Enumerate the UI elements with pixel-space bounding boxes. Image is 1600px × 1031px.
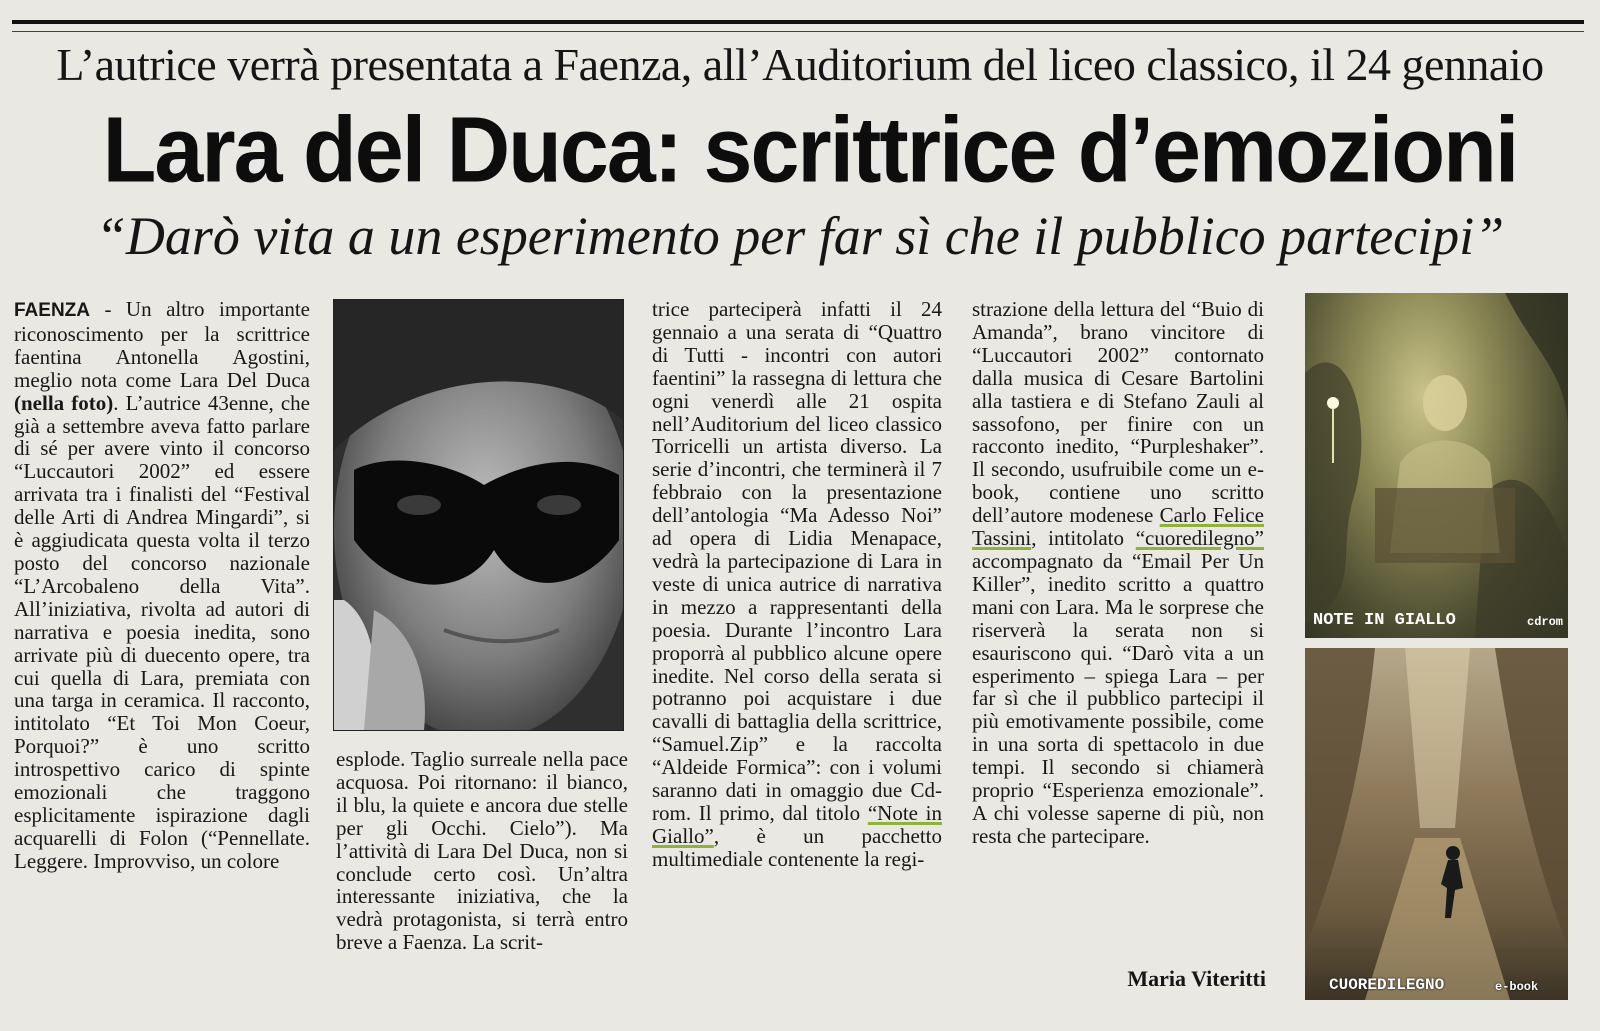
photo-reference: (nella foto) <box>14 390 114 415</box>
panel-label-cuoredilegno: CUOREDILEGNO <box>1329 976 1445 994</box>
ebook-cover-image <box>1305 648 1568 1000</box>
article-kicker: L’autrice verrà presentata a Faenza, all’Auditorium del liceo classico, il 24 gennaio <box>56 39 1544 90</box>
column-2-text: esplode. Taglio surreale nella pace acquosa. Poi ritornano: il bianco, il blu, la quiete e ancora due stelle per gli Occhi. Cielo”). Ma l’attività di Lara Del Duca, non si conclude certo così. Un’altra interessante iniziativa, che la vedrà protagonista, si terrà entro breve a Faenza. La scrit- <box>336 748 628 955</box>
author-portrait-image <box>334 300 623 730</box>
cuoredilegno-panel <box>1305 648 1568 1000</box>
panel-sublabel-cdrom: cdrom <box>1527 615 1564 629</box>
column-3-text-a: trice parteciperà infatti il 24 gennaio a una serata di “Quattro di Tutti - incontri con autori faentini” la rassegna di lettura che ogni venerdì alle 21 ospita nell’Auditorium del liceo classico Torricelli un artista diverso. La serie d’incontri, che terminerà il 7 febbraio con la presentazione dell’antologia “Ma Adesso Noi” ad opera di Lidia Menapace, vedrà la partecipazione di Lara in veste di unica autrice di narrativa in mezzo a rappresentanti della poesia. Durante l’incontro Lara proporrà al pubblico alcune opere inedite. Nel corso della serata si potranno poi acquistare i due cavalli di battaglia della scrittrice, “Samuel.Zip” e la raccolta “Aldeide Formica”: con i volumi saranno dati in omaggio due Cd- rom. Il primo, dal titolo <box>652 298 942 825</box>
cdrom-cover-image <box>1305 293 1568 638</box>
cdrom-title: “Note in Giallo” <box>652 800 942 848</box>
column-3-text-b: , è un pacchetto multimediale contenente la regi- <box>652 823 942 871</box>
panel-sublabel-ebook: e-book <box>1495 980 1539 994</box>
article-column-1 <box>14 298 310 1008</box>
note-in-giallo-panel <box>1305 293 1568 638</box>
column-1-text-a: - Un altro importante riconoscimento per la scrittrice faentina Antonella Agostini, meglio nota come Lara Del Duca <box>14 298 310 392</box>
ebook-title: “cuoredilegno” <box>1135 526 1264 551</box>
byline: Maria Viteritti <box>1127 966 1266 991</box>
article-subtitle: “Darò vita a un esperimento per far sì che il pubblico partecipi” <box>95 206 1505 266</box>
column-1-text-b: . L’autrice 43enne, che già a settembre aveva fatto parlare di sé per avere vinto il concorso “Luccautori 2002” ed essere arrivata tra i finalisti del “Festival delle Arti di Andrea Mingardi”, si è aggiudicata questa volta il terzo posto del concorso nazionale “L’Arcobaleno della Vita”. All’iniziativa, rivolta ad autori di narrativa e poesia inedita, sono arrivate più di duecento opere, tra cui quella di Lara, premiata con una targa in ceramica. Il racconto, intitolato “Et Toi Mon Coeur, Porquoi?” è uno scritto introspettivo carico di spinte emozionali che traggono esplicitamente ispirazione dagli acquarelli di Folon (“Pennellate. Leggere. Improvviso, un colore <box>14 390 310 873</box>
author-name-highlight: Carlo Felice Tassini <box>972 503 1264 551</box>
column-4-text-b: , intitolato <box>1031 526 1136 551</box>
top-rule-thin <box>12 31 1584 32</box>
article-column-2 <box>336 748 628 1008</box>
dateline: FAENZA <box>14 300 90 321</box>
article-column-4 <box>972 298 1264 988</box>
column-4-text-a: strazione della lettura del “Buio di Amanda”, brano vincitore di “Luccautori 2002” contornato dalla musica di Cesare Bartolini alla tastiera e di Stefano Zauli al sassofono, per finire con un racconto inedito, “Purpleshaker”. Il secondo, usufruibile come un e-book, contiene uno scritto dell’autore modenese <box>972 298 1264 528</box>
article-headline: Lara del Duca: scrittrice d’emozioni <box>102 97 1518 202</box>
article-column-3 <box>652 298 942 1008</box>
panel-label-note-in-giallo: NOTE IN GIALLO <box>1313 611 1456 630</box>
author-photo <box>333 299 624 731</box>
top-rule <box>12 20 1584 24</box>
column-4-text-c: accompagnato da “Email Per Un Killer”, inedito scritto a quattro mani con Lara. Ma le sorprese che riserverà la serata non si esauriscono qui. “Darò vita a un esperimento – spiega Lara – per far sì che il pubblico partecipi il più emotivamente possibile, come in una sorta di spettacolo in due tempi. Il secondo si chiamerà proprio “Esperienza emozionale”. A chi volesse saperne di più, non resta che partecipare. <box>972 548 1264 848</box>
